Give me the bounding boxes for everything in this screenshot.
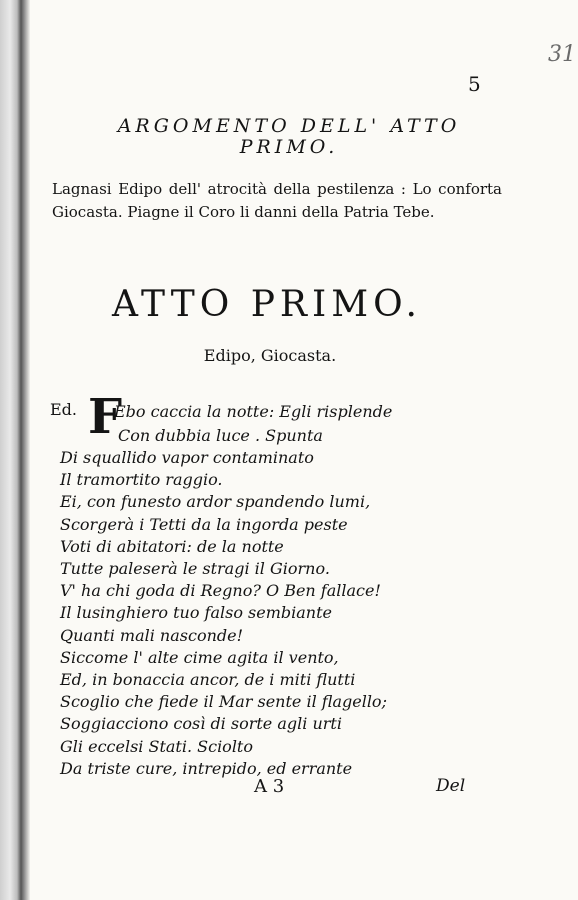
speaker-label: Ed. [50,400,78,419]
act-title: ATTO PRIMO. [112,284,422,325]
verse-line: Quanti mali nasconde! [60,625,244,645]
drop-cap: F [88,389,123,445]
verse-line: Il tramortito raggio. [60,470,223,490]
verse-line: Scoglio che fiede il Mar sente il flagello; [60,692,387,712]
verse-block [60,447,500,780]
argument-heading [94,116,484,158]
page-gutter-shadow [0,0,30,900]
page-number: 5 [468,72,481,96]
verse-line: Il lusinghiero tuo falso sembiante [60,603,332,623]
verse-line: V' ha chi goda di Regno? O Ben fallace! [60,581,381,601]
argument-heading-line-2: PRIMO. [239,136,339,158]
verse-line: Di squallido vapor contaminato [60,448,314,467]
verse-line: Siccome l' alte cime agita il vento, [60,647,339,667]
characters-list: Edipo, Giocasta. [203,346,337,365]
verse-line-second: Con dubbia luce . Spunta [118,426,323,445]
verse-line: Soggiacciono così di sorte agli urti [60,714,342,734]
verse-line-first: Ebo caccia la notte: Egli risplende [114,402,393,421]
verse-line: Tutte paleserà le stragi il Giorno. [60,559,330,579]
verse-line: Voti di abitatori: de la notte [60,536,284,556]
verse-line: Gli eccelsi Stati. Sciolto [60,736,253,756]
library-corner-mark: 31 [548,42,576,67]
verse-line: Ei, con funesto ardor spandendo lumi, [60,492,371,512]
catchword: Del [436,776,466,796]
signature-mark: A 3 [254,776,285,797]
argument-heading-line-1: ARGOMENTO DELL' ATTO [117,115,461,137]
verse-line: Ed, in bonaccia ancor, de i miti flutti [60,670,356,690]
argument-text: Lagnasi Edipo dell' atrocità della pestilenza : Lo conforta Giocasta. Piagne il Coro li danni della Patria Tebe. [52,180,502,221]
verse-line: Scorgerà i Tetti da la ingorda peste [60,514,348,534]
verse-line: Da triste cure, intrepido, ed errante [60,758,353,778]
